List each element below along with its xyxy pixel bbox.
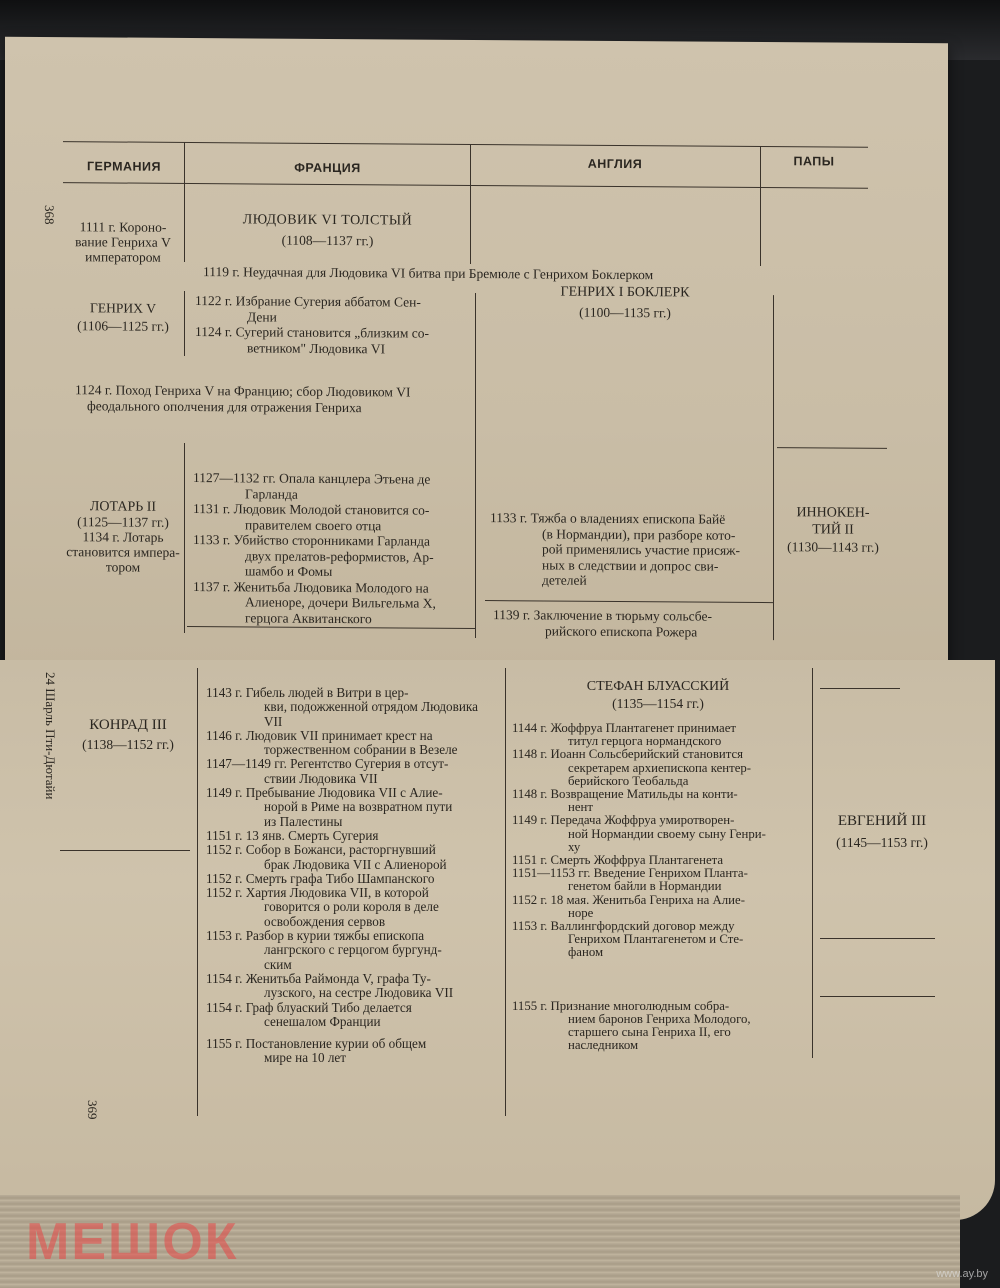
ruler-name: ТИЙ II: [812, 522, 854, 538]
column-rule: [197, 668, 198, 1116]
text-line: старшего сына Генриха II, его: [568, 1025, 731, 1040]
column-rule: [505, 668, 506, 1116]
text-line: императором: [85, 249, 161, 265]
text-line: Дени: [247, 308, 277, 325]
text-line: говорится о роли короля в деле: [264, 899, 439, 915]
text-line: 1122 г. Избрание Сугерия аббатом Сен-: [195, 293, 421, 310]
page-368: [5, 37, 948, 679]
ruler-name: ГЕНРИХ I БОКЛЕРК: [560, 284, 690, 301]
text-line: кви, подожженной отрядом Людовика: [264, 699, 478, 715]
text-line: ной Нормандии своему сыну Генри-: [568, 826, 766, 841]
text-line: 1148 г. Иоанн Сольсберийский становится: [512, 747, 744, 762]
germany-ruler-henry-v: [63, 299, 183, 336]
text-line: 1124 г. Поход Генриха V на Францию; сбор Людовиком VI: [75, 382, 411, 400]
france-entries-a: [195, 293, 429, 357]
text-line: 1143 г. Гибель людей в Витри в цер-: [206, 685, 409, 700]
text-line: ствии Людовика VII: [264, 770, 378, 786]
text-line: нент: [568, 800, 593, 815]
row-rule: [777, 447, 887, 449]
text-line: 1152 г. Хартия Людовика VII, в которой: [206, 885, 429, 901]
ruler-years: (1108—1137 гг.): [281, 232, 374, 249]
text-line: 1111 г. Короно-: [79, 219, 167, 235]
text-line: ветником" Людовика VI: [247, 339, 386, 356]
column-rule: [760, 146, 761, 266]
france-entries-b: [193, 470, 436, 627]
text-line: ским: [264, 956, 292, 972]
england-entries-b: [493, 607, 712, 640]
text-line: генетом байли в Нормандии: [568, 879, 722, 894]
column-rule: [475, 293, 476, 638]
ruler-years: (1125—1137 гг.): [77, 514, 169, 530]
text-line: ных в следствии и допрос сви-: [542, 556, 719, 574]
text-line: шамбо и Фомы: [245, 563, 333, 579]
ruler-name: КОНРАД III: [89, 717, 167, 733]
text-line: титул герцога нормандского: [568, 734, 722, 749]
text-line: 1134 г. Лотарь: [82, 529, 164, 545]
text-line: Алиеноре, дочери Вильгельма X,: [245, 594, 436, 611]
text-line: 1152 г. 18 мая. Женитьба Генриха на Алие-: [512, 892, 745, 907]
text-line: лузского, на сестре Людовика VII: [264, 985, 454, 1001]
ruler-name: ЛЮДОВИК VI ТОЛСТЫЙ: [242, 212, 413, 229]
text-line: 1151 г. Смерть Жоффруа Плантагенета: [512, 853, 724, 868]
text-line: Генрихом Плантагенетом и Сте-: [568, 932, 744, 947]
england-entries: [512, 722, 766, 1052]
text-line: детелей: [542, 572, 587, 588]
text-line: рой применялись участие присяж-: [542, 541, 740, 558]
text-line: наследником: [568, 1038, 639, 1053]
span-entry-1119: 1119 г. Неудачная для Людовика VI битва при Бремюле с Генрихом Боклерком: [203, 264, 654, 283]
ruler-years: (1100—1135 гг.): [579, 304, 671, 321]
text-line: герцога Аквитанского: [245, 609, 372, 626]
column-header-england: АНГЛИЯ: [587, 156, 643, 172]
text-line: ху: [568, 839, 581, 854]
text-line: 1131 г. Людовик Молодой становится со-: [193, 501, 430, 518]
germany-ruler-conrad-iii: [62, 715, 194, 755]
text-line: освобождения сервов: [264, 913, 386, 929]
england-entries-a: [490, 510, 740, 589]
text-line: становится импера-: [66, 544, 180, 560]
text-line: Гарланда: [245, 485, 298, 502]
text-line: 1154 г. Женитьба Раймонда V, графа Ту-: [206, 970, 431, 986]
text-line: из Палестины: [264, 813, 343, 829]
ruler-name: ЛОТАРЬ II: [89, 499, 157, 515]
watermark-url: www.ay.by: [936, 1268, 988, 1280]
column-rule: [184, 291, 185, 356]
text-line: 1154 г. Граф блуаский Тибо делается: [206, 999, 412, 1015]
text-line: 1127—1132 гг. Опала канцлера Этьена де: [193, 470, 431, 487]
text-line: феодального ополчения для отражения Генриха: [87, 398, 362, 416]
row-rule: [820, 996, 935, 997]
text-line: тором: [105, 559, 141, 575]
ruler-years: (1135—1154 гг.): [612, 696, 704, 711]
ruler-name: ИННОКЕН-: [796, 505, 870, 521]
row-rule: [820, 938, 935, 939]
popes-innocent-ii: [777, 504, 889, 556]
column-header-germany: ГЕРМАНИЯ: [86, 159, 162, 174]
text-line: 1148 г. Возвращение Матильды на конти-: [512, 787, 738, 802]
ruler-years: (1145—1153 гг.): [836, 835, 928, 850]
text-line: 1153 г. Валлингфордский договор между: [512, 919, 735, 934]
text-line: 1151 г. 13 янв. Смерть Сугерия: [206, 827, 379, 843]
text-line: 1153 г. Разбор в курии тяжбы епископа: [206, 928, 425, 944]
text-line: фаном: [568, 945, 604, 960]
text-line: торжественном собрании в Везеле: [264, 742, 458, 758]
span-entry-1124: [75, 382, 411, 416]
text-line: 1146 г. Людовик VII принимает крест на: [206, 727, 433, 743]
text-line: 1139 г. Заключение в тюрьму сольсбе-: [493, 607, 712, 624]
text-line: 1149 г. Передача Жоффруа умиротворен-: [512, 813, 735, 828]
column-header-france: ФРАНЦИЯ: [294, 160, 361, 176]
popes-eugene-iii: [818, 810, 946, 854]
text-line: брак Людовика VII с Алиенорой: [264, 856, 447, 872]
text-line: 1152 г. Смерть графа Тибо Шампанского: [206, 870, 435, 886]
germany-ruler-lothair-ii: [63, 499, 183, 575]
text-line: 1133 г. Тяжба о владениях епископа Байё: [490, 510, 726, 527]
germany-entry-1111: [63, 219, 183, 265]
text-line: рийского епископа Рожера: [545, 622, 698, 640]
text-line: 1144 г. Жоффруа Плантагенет принимает: [512, 721, 737, 735]
text-line: норе: [568, 905, 594, 920]
text-line: (в Нормандии), при разборе кото-: [542, 525, 736, 543]
page-369: [0, 660, 995, 1220]
column-header-popes: ПАПЫ: [793, 154, 835, 169]
text-line: берийского Теобальда: [568, 773, 689, 788]
page-number: 369: [85, 1100, 100, 1120]
column-rule: [184, 443, 185, 633]
france-entries: [206, 686, 478, 1066]
text-line: VII: [264, 713, 283, 729]
text-line: 1155 г. Признание многолюдным собра-: [512, 998, 730, 1013]
france-ruler-louis-vi: [185, 210, 470, 252]
text-line: лангрского с герцогом бургунд-: [264, 942, 442, 958]
ruler-years: (1138—1152 гг.): [82, 737, 174, 752]
watermark-logo: МЕШОК: [26, 1213, 239, 1271]
text-line: 1149 г. Пребывание Людовика VII с Алие-: [206, 785, 443, 801]
column-rule: [812, 668, 813, 1058]
text-line: правителем своего отца: [245, 516, 382, 533]
england-ruler-stephen: [508, 678, 808, 712]
page-number: 368: [42, 204, 57, 225]
text-line: 1151—1153 гг. Введение Генрихом Планта-: [512, 866, 748, 881]
column-rule: [773, 295, 774, 640]
text-line: сенешалом Франции: [264, 1013, 381, 1029]
text-line: 1147—1149 гг. Регентство Сугерия в отсут-: [206, 756, 449, 772]
row-rule: [820, 688, 900, 689]
text-line: 1155 г. Постановление курии об общем: [206, 1036, 427, 1052]
ruler-years: (1106—1125 гг.): [77, 318, 169, 334]
text-line: нием баронов Генриха Молодого,: [568, 1011, 751, 1026]
ruler-years: (1130—1143 гг.): [787, 539, 879, 555]
text-line: секретарем архиепископа кентер-: [568, 760, 752, 775]
text-line: вание Генриха V: [75, 234, 171, 250]
ruler-name: ЕВГЕНИЙ III: [837, 813, 927, 829]
ruler-name: СТЕФАН БЛУАССКИЙ: [586, 679, 730, 694]
text-line: 1133 г. Убийство сторонниками Гарланда: [193, 532, 430, 549]
row-rule: [60, 850, 190, 851]
text-line: 1124 г. Сугерий становится „близким со-: [195, 324, 430, 341]
england-ruler-henry-i: [480, 282, 770, 324]
text-line: 1152 г. Собор в Божанси, расторгнувший: [206, 842, 436, 858]
text-line: двух прелатов-реформистов, Ар-: [245, 547, 434, 565]
ruler-name: ГЕНРИХ V: [90, 300, 156, 316]
column-rule: [470, 144, 471, 264]
row-rule: [485, 600, 773, 603]
text-line: мире на 10 лет: [264, 1050, 347, 1066]
text-line: 1137 г. Женитьба Людовика Молодого на: [193, 578, 429, 596]
running-head: 24 Шарль Пти-Дютайи: [43, 672, 58, 800]
text-line: норой в Риме на возвратном пути: [264, 799, 453, 815]
